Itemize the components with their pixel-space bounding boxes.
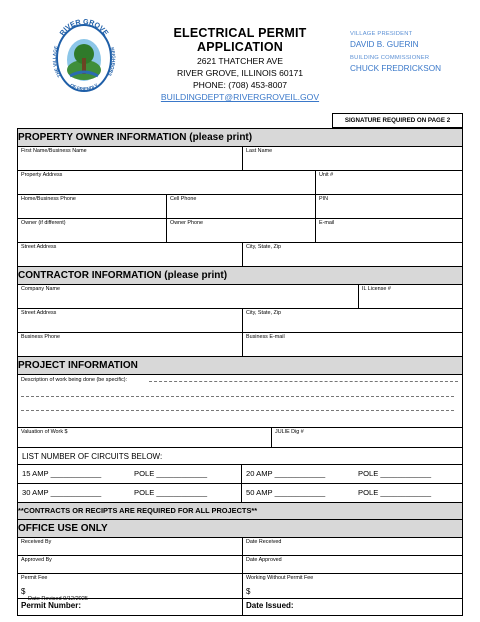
home-phone-label: Home/Business Phone [21,196,76,202]
header-city: RIVER GROVE, ILLINOIS 60171 [176,68,304,78]
page-title: ELECTRICAL PERMIT APPLICATION [173,26,307,54]
circuits-heading: LIST NUMBER OF CIRCUITS BELOW: [18,448,462,465]
contracts-notice: **CONTRACTS OR RECIPTS ARE REQUIRED FOR ALL PROJECTS** [18,503,462,520]
business-phone-field[interactable] [18,333,243,356]
amp-15-field[interactable]: 15 AMP ____________ [22,469,102,478]
president-label: VILLAGE PRESIDENT [350,31,413,37]
owner-phone-field[interactable] [167,219,316,242]
header-phone: PHONE: (708) 453-8007 [192,80,288,90]
property-address-label: Property Address [21,172,63,178]
julie-dig-label: JULIE Dig # [275,429,304,435]
owner-email-field[interactable] [316,219,462,242]
description-line [21,396,454,397]
contractor-section-heading: CONTRACTOR INFORMATION (please print) [18,267,462,285]
business-email-field[interactable] [243,333,462,356]
amp-20-field[interactable]: 20 AMP ____________ [246,469,326,478]
permit-fee-label: Permit Fee [21,575,48,581]
permit-fee-dollar: $ [21,587,26,596]
commissioner-label: BUILDING COMMISSIONER [350,55,430,61]
date-revised: Date Revised 9/12/2025 [28,596,89,602]
date-issued-field[interactable]: Date Issued: [246,601,294,610]
company-name-field[interactable] [18,285,359,308]
owner-if-different-field[interactable] [18,219,167,242]
last-name-label: Last Name [246,148,273,154]
owner-section-heading: PROPERTY OWNER INFORMATION (please print) [18,129,462,147]
description-line [149,381,458,382]
header-center [130,26,350,102]
approved-by-field[interactable] [18,556,243,573]
contractor-street-address-field[interactable] [18,309,243,332]
business-phone-label: Business Phone [21,334,60,340]
unit-field[interactable] [316,171,462,194]
owner-city-state-zip-field[interactable] [243,243,462,266]
permit-fee-field[interactable] [18,574,243,598]
valuation-field[interactable] [18,428,272,447]
amp-50-field[interactable]: 50 AMP ____________ [246,488,326,497]
first-name-field[interactable] [18,147,243,170]
il-license-field[interactable] [359,285,462,308]
description-line [21,410,454,411]
owner-city-state-zip-label: City, State, Zip [246,244,281,250]
unit-label: Unit # [319,172,334,178]
first-name-label: First Name/Business Name [21,148,87,154]
president-name: DAVID B. GUERIN [350,40,419,49]
logo-left-text: THE VILLAGE [52,45,62,79]
approved-by-label: Approved By [21,557,52,563]
owner-if-different-label: Owner (if different) [21,220,66,226]
village-seal-logo [52,18,116,94]
received-by-field[interactable] [18,538,243,555]
home-phone-field[interactable] [18,195,167,218]
property-address-field[interactable] [18,171,316,194]
owner-street-address-field[interactable] [18,243,243,266]
received-by-label: Received By [21,539,52,545]
date-received-field[interactable] [243,538,462,555]
pin-label: PIN [319,196,328,202]
pole-50-field[interactable]: POLE ____________ [358,488,432,497]
working-without-permit-fee-label: Working Without Permit Fee [246,575,314,581]
pin-field[interactable] [316,195,462,218]
date-approved-label: Date Approved [246,557,282,563]
project-section-heading: PROJECT INFORMATION [18,357,462,375]
owner-street-address-label: Street Address [21,244,57,250]
work-description-field[interactable] [18,375,462,427]
header-address: 2621 THATCHER AVE [197,56,283,66]
owner-phone-label: Owner Phone [170,220,203,226]
working-without-fee-dollar: $ [246,587,251,596]
work-description-label: Description of work being done (be specific): [21,377,128,383]
il-license-label: IL License # [362,286,391,292]
logo-right-text: NEIGHBORS [106,46,116,77]
cell-phone-field[interactable] [167,195,316,218]
valuation-label: Valuation of Work $ [21,429,68,435]
contractor-city-state-zip-label: City, State, Zip [246,310,281,316]
header-officials [350,31,455,79]
date-received-label: Date Received [246,539,282,545]
working-without-permit-fee-field[interactable] [243,574,462,598]
office-section-heading: OFFICE USE ONLY [18,520,462,538]
contractor-city-state-zip-field[interactable] [243,309,462,332]
date-approved-field[interactable] [243,556,462,573]
permit-form [17,128,463,616]
signature-required-note: SIGNATURE REQUIRED ON PAGE 2 [332,113,463,128]
owner-email-label: E-mail [319,220,335,226]
company-name-label: Company Name [21,286,60,292]
pole-20-field[interactable]: POLE ____________ [358,469,432,478]
last-name-field[interactable] [243,147,462,170]
logo-top-text: RIVER GROVE [57,18,111,38]
pole-15-field[interactable]: POLE ____________ [130,465,242,483]
cell-phone-label: Cell Phone [170,196,197,202]
permit-number-field[interactable]: Permit Number: [18,599,243,615]
julie-dig-field[interactable] [272,428,462,447]
pole-30-field[interactable]: POLE ____________ [130,484,242,502]
business-email-label: Business E-mail [246,334,285,340]
contractor-street-address-label: Street Address [21,310,57,316]
amp-30-field[interactable]: 30 AMP ____________ [22,488,102,497]
email-link[interactable]: BUILDINGDEPT@RIVERGROVEIL.GOV [160,92,320,102]
commissioner-name: CHUCK FREDRICKSON [350,64,441,73]
logo-bottom-text: OF FRIENDLY [69,82,99,92]
